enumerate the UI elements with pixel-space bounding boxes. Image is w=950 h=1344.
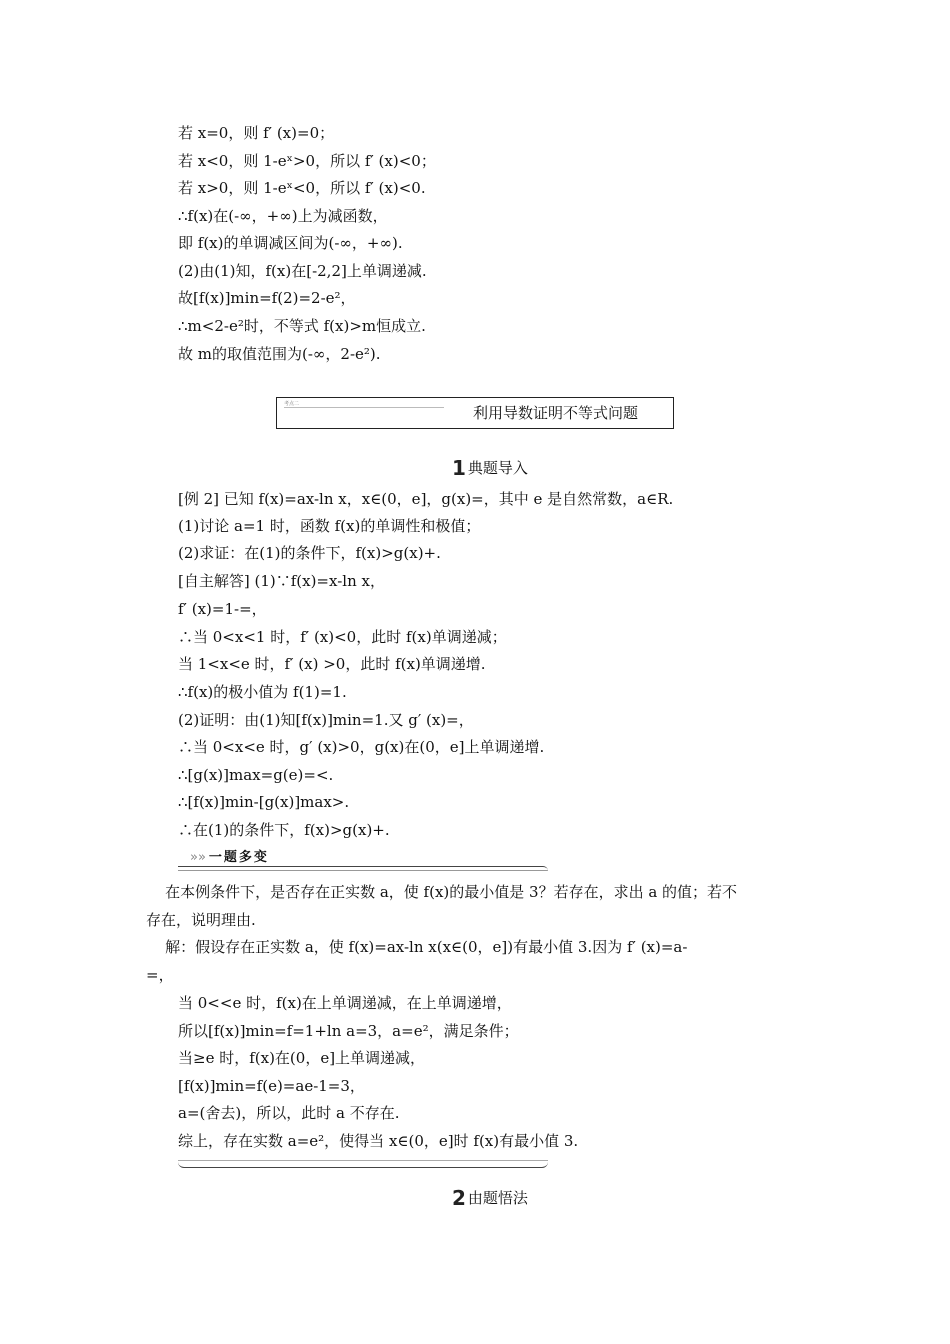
text-line: (2)由(1)知，f(x)在[-2,2]上单调递减. [178,262,427,280]
text-line: (2)证明：由(1)知[f(x)]min=1.又 g′ (x)=， [178,711,474,729]
text-line: =， [146,966,174,984]
text-line: ∴[g(x)]max=g(e)=<. [178,766,334,784]
text-line: [自主解答] (1)∵f(x)=x-ln x， [178,572,385,590]
section-title: 由题悟法 [467,1189,528,1207]
text-line: ∴m<2-e²时，不等式 f(x)>m恒成立. [178,317,426,335]
text-line: ∴[f(x)]min-[g(x)]max>. [178,793,350,811]
variant-label: »» 一题多变 [190,850,269,865]
text-line: 在本例条件下，是否存在正实数 a，使 f(x)的最小值是 3？若存在，求出 a 的值；若不 [146,883,738,901]
text-line: f′ (x)=1-=， [178,600,267,618]
text-line: 所以[f(x)]min=f=1+ln a=3，a=e²，满足条件； [178,1022,519,1040]
section-title: 典题导入 [467,459,528,477]
text-line: ∴在(1)的条件下，f(x)>g(x)+. [178,821,390,839]
text-line: (2)求证：在(1)的条件下，f(x)>g(x)+. [178,544,441,562]
text-line: (1)讨论 a=1 时，函数 f(x)的单调性和极值； [178,517,481,535]
text-line: 当 1<x<e 时，f′ (x) >0，此时 f(x)单调递增. [178,655,486,673]
text-line: 解：假设存在正实数 a，使 f(x)=ax-ln x(x∈(0，e])有最小值 3.因为 f′ (x)=a- [146,938,688,956]
text-line: ∴f(x)的极小值为 f(1)=1. [178,683,347,701]
text-line: 故[f(x)]min=f(2)=2-e²， [178,289,356,307]
variant-banner [178,849,548,871]
text-line: 当 0<<e 时，f(x)在上单调递减，在上单调递增， [178,994,512,1012]
chevrons-icon: »» [190,850,206,865]
text-line: ∴当 0<x<1 时，f′ (x)<0，此时 f(x)单调递减； [178,628,507,646]
text-line: 故 m的取值范围为(-∞，2-e²). [178,345,381,363]
text-line: [例 2] 已知 f(x)=ax-ln x，x∈(0，e]，g(x)=，其中 e 是自然常数，a∈R. [178,490,674,508]
variant-end-rule [178,1160,548,1168]
text-line: 若 x<0，则 1-eˣ>0，所以 f′ (x)<0； [178,152,436,170]
text-line: 综上，存在实数 a=e²，使得当 x∈(0，e]时 f(x)有最小值 3. [178,1132,579,1150]
text-line: ∴f(x)在(-∞，+∞)上为减函数， [178,207,388,225]
section-number: 2 [452,1186,466,1210]
topic-tag: 考点二 [284,401,444,408]
text-line: 当≥e 时，f(x)在(0，e]上单调递减， [178,1049,426,1067]
text-line: 存在，说明理由. [146,911,256,929]
text-line: 若 x=0，则 f′ (x)=0； [178,124,335,142]
text-line: 若 x>0，则 1-eˣ<0，所以 f′ (x)<0. [178,179,426,197]
section-heading-1 [452,458,528,478]
banner-rule [178,866,548,871]
text-line: a=(舍去)，所以，此时 a 不存在. [178,1104,400,1122]
text-line: ∴当 0<x<e 时，g′ (x)>0，g(x)在(0，e]上单调递增. [178,738,545,756]
topic-title-box [276,397,674,429]
text-line: 即 f(x)的单调减区间为(-∞，+∞). [178,234,403,252]
topic-title: 利用导数证明不等式问题 [473,404,639,422]
section-heading-2 [452,1188,528,1208]
text-line: [f(x)]min=f(e)=ae-1=3， [178,1077,365,1095]
section-number: 1 [452,456,466,480]
